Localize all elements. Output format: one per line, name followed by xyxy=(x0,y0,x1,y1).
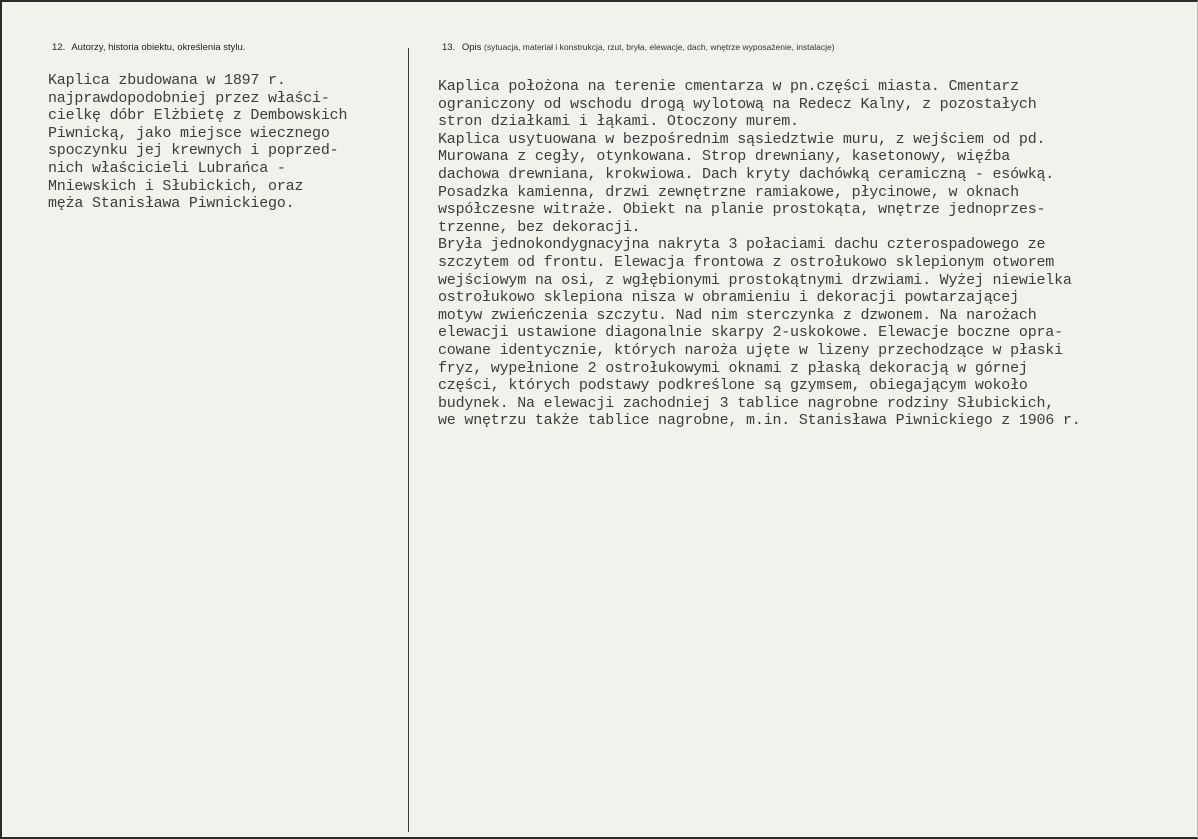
section-12-header xyxy=(52,42,245,53)
text-line: nich właścicieli Lubrańca - xyxy=(48,159,286,177)
text-line: we wnętrzu także tablice nagrobne, m.in. Stanisława Piwnickiego z 1906 r. xyxy=(438,412,1081,430)
section-13-subtitle: (sytuacja, materiał i konstrukcja, rzut, bryła, elewacje, dach, wnętrze wyposażenie, instalacje) xyxy=(484,42,835,52)
section-13-text xyxy=(438,78,1193,430)
text-line: Kaplica położona na terenie cmentarza w pn.części miasta. Cmentarz xyxy=(438,78,1019,95)
text-line: motyw zwieńczenia szczytu. Nad nim sterczynka z dzwonem. Na narożach xyxy=(438,306,1037,324)
text-line: męża Stanisława Piwnickiego. xyxy=(48,195,295,213)
section-13-title: Opis xyxy=(461,42,482,53)
section-12-number: 12. xyxy=(52,42,66,53)
text-line: cielkę dóbr Elżbietę z Dembowskich xyxy=(48,107,348,125)
text-line: cowane identycznie, których naroża ujęte w lizeny przechodzące w płaski xyxy=(438,341,1063,359)
text-line: elewacji ustawione diagonalnie skarpy 2-uskokowe. Elewacje boczne opra- xyxy=(438,324,1063,342)
text-line: spoczynku jej krewnych i poprzed- xyxy=(48,142,339,160)
text-line: Piwnicką, jako miejsce wiecznego xyxy=(48,124,330,142)
text-line: Mniewskich i Słubickich, oraz xyxy=(48,177,304,195)
section-13-number: 13. xyxy=(442,42,456,53)
text-line: fryz, wypełnione 2 ostrołukowymi oknami z płaską dekoracją w górnej xyxy=(438,359,1028,377)
text-line: szczytem od frontu. Elewacja frontowa z ostrołukowo sklepionym otworem xyxy=(438,253,1055,271)
text-line: budynek. Na elewacji zachodniej 3 tablice nagrobne rodziny Słubickich, xyxy=(438,394,1055,412)
text-line: Posadzka kamienna, drzwi zewnętrzne ramiakowe, płycinowe, w oknach xyxy=(438,183,1019,201)
text-line: dachowa drewniana, krokwiowa. Dach kryty dachówką ceramiczną - esówką. xyxy=(438,165,1055,183)
text-line: wejściowym na osi, z wgłębionymi prostokątnymi drzwiami. Wyżej niewielka xyxy=(438,271,1072,289)
text-line: współczesne witraże. Obiekt na planie prostokąta, wnętrze jednoprzes- xyxy=(438,201,1046,219)
section-12-text xyxy=(48,72,398,213)
column-divider xyxy=(408,48,409,832)
text-line: części, których podstawy podkreślone są gzymsem, obiegającym wokoło xyxy=(438,377,1028,395)
text-line: Murowana z cegły, otynkowana. Strop drewniany, kasetonowy, więźba xyxy=(438,148,1011,166)
text-line: ograniczony od wschodu drogą wylotową na Redecz Kalny, z pozostałych xyxy=(438,95,1037,113)
text-line: stron działkami i łąkami. Otoczony murem. xyxy=(438,113,799,131)
section-13-header xyxy=(442,42,835,53)
text-line: Bryła jednokondygnacyjna nakryta 3 połaciami dachu czterospadowego ze xyxy=(438,236,1046,254)
text-line: trzenne, bez dekoracji. xyxy=(438,218,641,236)
text-line: Kaplica zbudowana w 1897 r. xyxy=(48,72,286,89)
text-line: Kaplica usytuowana w bezpośrednim sąsiedztwie muru, z wejściem od pd. xyxy=(438,130,1046,148)
section-12-title: Autorzy, historia obiektu, określenia stylu. xyxy=(71,42,246,53)
text-line: ostrołukowo sklepiona nisza w obramieniu i dekoracji powtarzającej xyxy=(438,289,1019,307)
text-line: najprawdopodobniej przez właści- xyxy=(48,89,330,107)
